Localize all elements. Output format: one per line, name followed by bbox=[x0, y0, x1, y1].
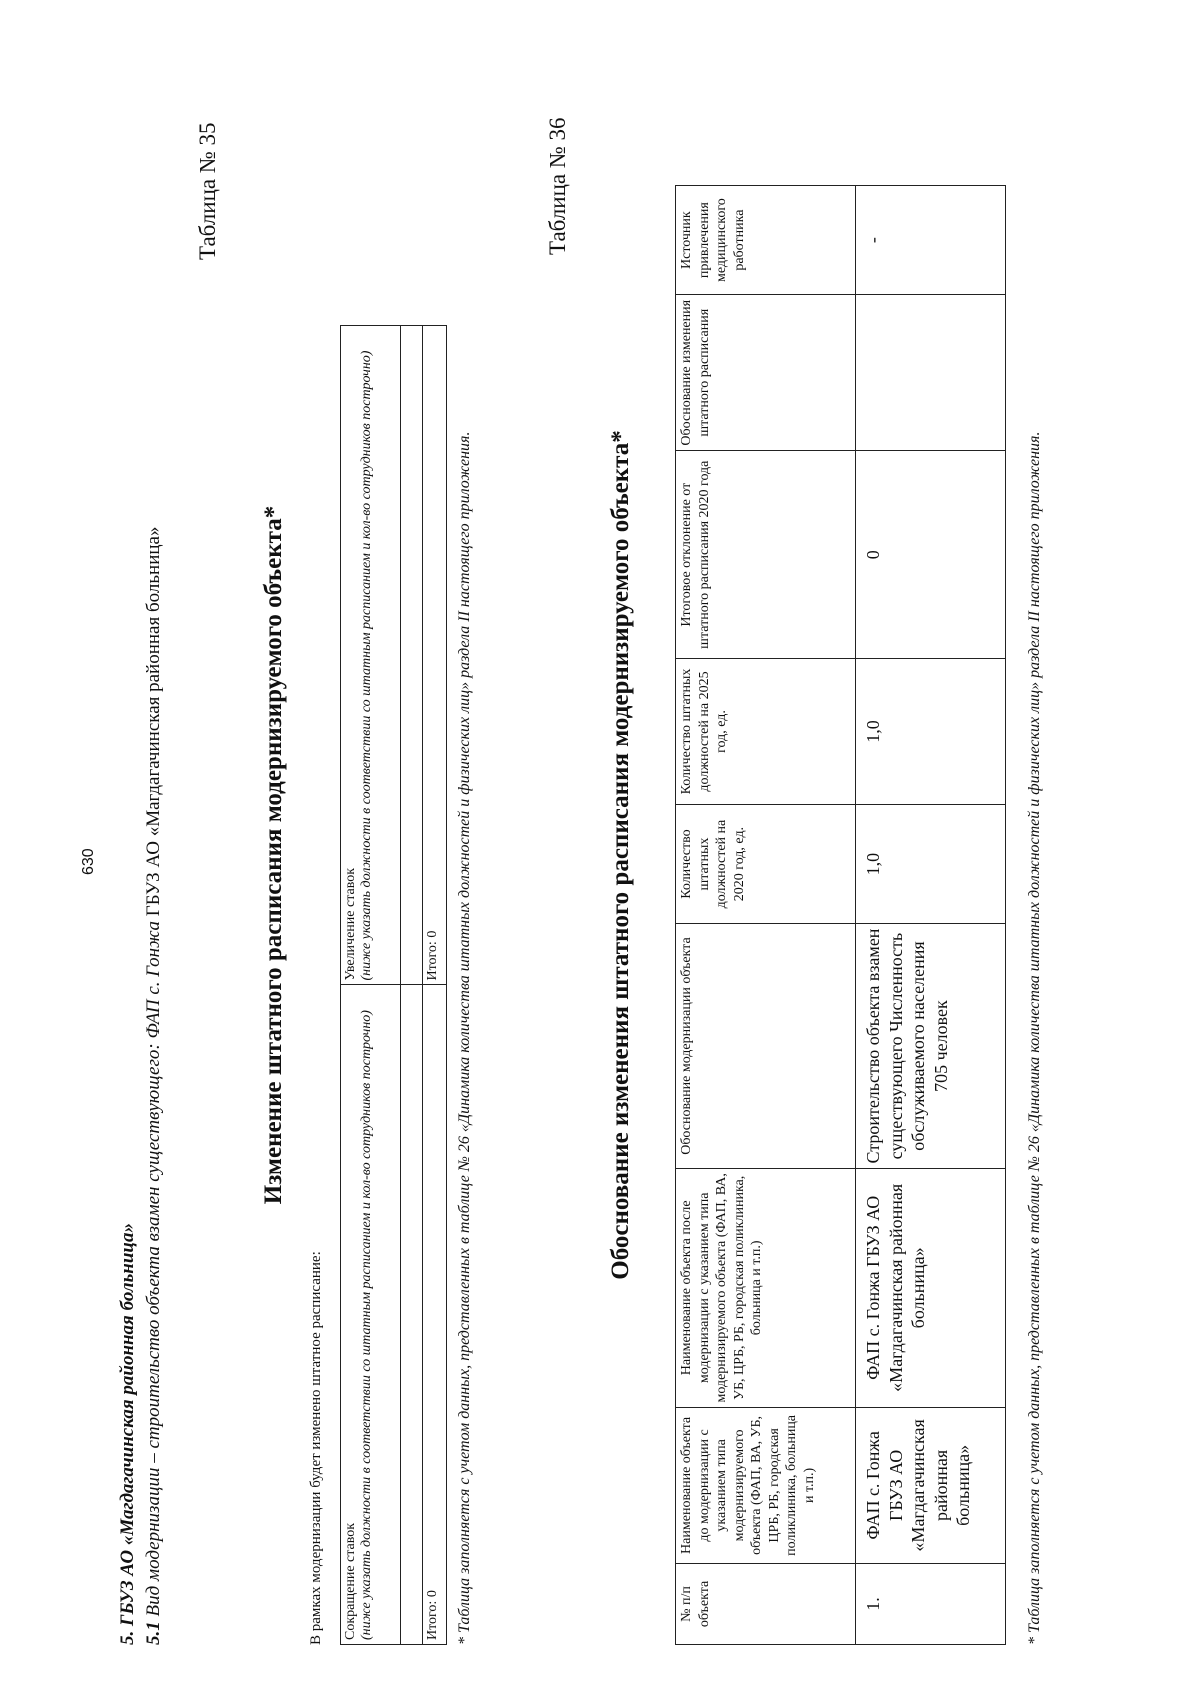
total-right: Итого: 0 bbox=[423, 326, 447, 986]
rotated-page bbox=[55, 55, 1195, 1655]
staff-change-table bbox=[340, 325, 447, 1645]
header-cell-2025: Количество штатных должностей на 2025 год, ед. bbox=[676, 659, 856, 805]
section-5-1-rest: ГБУЗ АО «Магдагачинская районная больница» bbox=[143, 526, 164, 917]
header-cell-change-reason: Обоснование изменения штатного расписания bbox=[676, 295, 856, 451]
header-cell-justification: Обоснование модернизации объекта bbox=[676, 924, 856, 1168]
table-36-footnote: * Таблица заполняется с учетом данных, представленных в таблице № 26 «Динамика количества штатных должностей и физических лиц» раздела II настоящего приложения. bbox=[1026, 431, 1043, 1645]
row-change-reason bbox=[856, 295, 1006, 451]
header-cell-source: Источник привлечения медицинского работника bbox=[676, 186, 856, 295]
row-2020: 1,0 bbox=[856, 804, 1006, 924]
header-cell-2020: Количество штатных должностей на 2020 год, ед. bbox=[676, 804, 856, 924]
empty-cell bbox=[401, 326, 423, 986]
empty-cell bbox=[401, 985, 423, 1645]
row-2025: 1,0 bbox=[856, 659, 1006, 805]
increase-header-cell bbox=[341, 326, 401, 986]
header-cell-number: № п/п объекта bbox=[676, 1563, 856, 1644]
row-after: ФАП с. Гонжа ГБУЗ АО «Магдагачинская районная больница» bbox=[856, 1168, 1006, 1407]
table-35-number: Таблица № 35 bbox=[195, 122, 220, 260]
reduce-header-cell bbox=[341, 985, 401, 1645]
reduce-note: (ниже указать должности в соответствии со штатным расписанием и кол-во сотрудников построчно) bbox=[359, 1010, 374, 1640]
header-cell-before: Наименование объекта до модернизации с указанием типа модернизируемого объекта (ФАП, ВА, УБ, ЦРБ, РБ, городская поликлиника, больница и т.п.) bbox=[676, 1407, 856, 1563]
section-5-1-label: Вид модернизации – строительство объекта взамен существующего: ФАП с. Гонжа bbox=[143, 916, 164, 1622]
section-5-1-number: 5.1 bbox=[143, 1621, 164, 1645]
table-35-footnote: * Таблица заполняется с учетом данных, представленных в таблице № 26 «Динамика количества штатных должностей и физических лиц» раздела II настоящего приложения. bbox=[456, 431, 473, 1645]
row-number: 1. bbox=[856, 1563, 1006, 1644]
header-cell-deviation: Итоговое отклонение от штатного расписания 2020 года bbox=[676, 451, 856, 659]
section-5-1-heading bbox=[143, 527, 165, 1645]
reduce-header: Сокращение ставок bbox=[343, 1522, 358, 1640]
row-before: ФАП с. Гонжа ГБУЗ АО «Магдагачинская районная больница» bbox=[856, 1407, 1006, 1563]
header-cell-after: Наименование объекта после модернизации с указанием типа модернизируемого объекта (ФАП, ВА, УБ, ЦРБ, РБ, городская поликлиника, больница и т.п.) bbox=[676, 1168, 856, 1407]
page-number: 630 bbox=[80, 848, 97, 875]
staff-justification-table bbox=[675, 185, 1006, 1645]
table-35-intro: В рамках модернизации будет изменено штатное расписание: bbox=[308, 1251, 324, 1645]
table-36-title: Обоснование изменения штатного расписания модернизируемого объекта* bbox=[607, 430, 634, 1280]
total-left: Итого: 0 bbox=[423, 985, 447, 1645]
table-36-number: Таблица № 36 bbox=[545, 117, 570, 255]
row-deviation: 0 bbox=[856, 451, 1006, 659]
table-35-title: Изменение штатного расписания модернизируемого объекта* bbox=[260, 505, 287, 1205]
increase-header: Увеличение ставок bbox=[343, 867, 358, 981]
section-5-heading: 5. ГБУЗ АО «Магдагачинская районная больница» bbox=[117, 1223, 138, 1645]
row-source: - bbox=[856, 186, 1006, 295]
row-justification: Строительство объекта взамен существующего Численность обслуживаемого населения 705 человек bbox=[856, 924, 1006, 1168]
increase-note: (ниже указать должности в соответствии со штатным расписанием и кол-во сотрудников построчно) bbox=[359, 350, 374, 981]
